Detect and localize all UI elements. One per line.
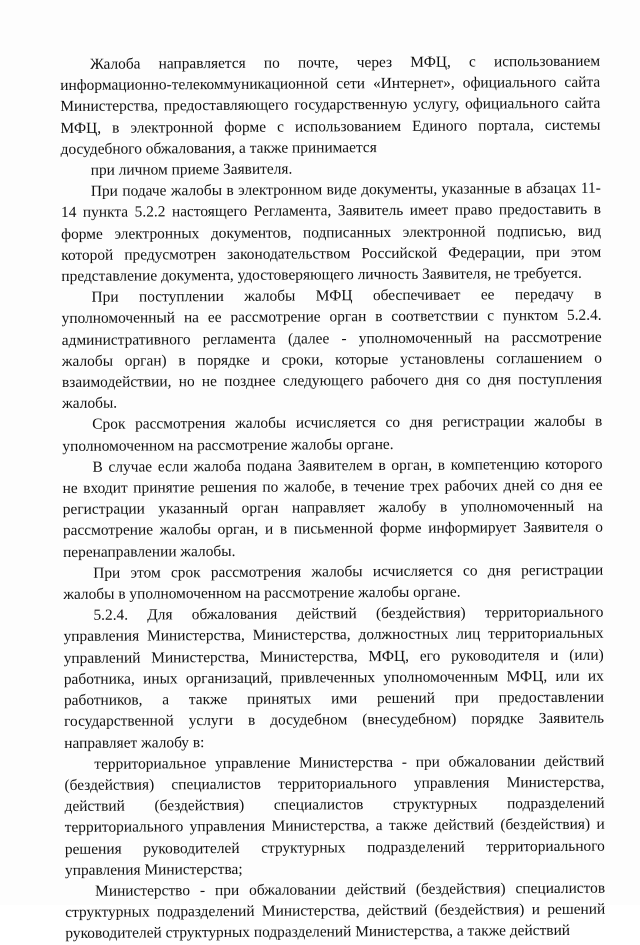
paragraph: Срок рассмотрения жалобы исчисляется со дня регистрации жалобы в уполномоченном на рассмотрение жалобы органе. (62, 413, 603, 455)
paragraph: 5.2.4. Для обжалования действий (бездействия) территориального управления Министерства, Министерства, должностных лиц территориальных управлений Министерства, Министерства, МФЦ, его руководителя и (или) работника, иных организаций, привлеченных уполномоченным МФЦ, или их работников, а также принятых ими решений при предоставлении государственной услуги в досудебном (внесудебном) порядке Заявитель направляет жалобу в: (63, 603, 605, 752)
paragraph: При поступлении жалобы МФЦ обеспечивает ее передачу в уполномоченный на ее рассмотрение орган в соответствии с пунктом 5.2.4. административного регламента (далее - уполномоченный на рассмотрение жалобы орган) в порядке и сроки, которые установлены соглашением о взаимодействии, но не позднее следующего рабочего дня со дня поступления жалобы. (61, 285, 603, 413)
paragraph: территориальное управление Министерства - при обжаловании действий (бездействия) специалистов территориального управления Министерства, действий (бездействия) специалистов структурных подразделений территориального управления Министерства, а также действий (бездействия) и решения руководителей структурных подразделений территориального управления Министерства; (64, 752, 605, 879)
document-body (60, 51, 605, 945)
paragraph: при личном приеме Заявителя. (90, 160, 293, 179)
paragraph: При подаче жалобы в электронном виде документы, указанные в абзацах 11-14 пункта 5.2.2 настоящего Регламента, Заявитель имеет право предоставить в форме электронных документов, подписанных электронной подписью, вид которой предусмотрен законодательством Российской Федерации, при этом представление документа, удостоверяющего личность Заявителя, не требуется. (60, 179, 602, 286)
paragraph: Министерство - при обжаловании действий (бездействия) специалистов структурных подразделений Министерства, действий (бездействия) и решений руководителей структурных подразделений Министерства, а также действий (65, 879, 606, 943)
paragraph: При этом срок рассмотрения жалобы исчисляется со дня регистрации жалобы в уполномоченном на рассмотрение жалобы органе. (63, 561, 604, 604)
paragraph: В случае если жалоба подана Заявителем в орган, в компетенцию которого не входит принятие решения по жалобе, в течение трех рабочих дней со дня ее регистрации указанный орган направляет жалобу в уполномоченный на рассмотрение жалобы орган, и в письменной форме информирует Заявителя о перенаправлении жалобы. (62, 455, 603, 561)
paragraph: Жалоба направляется по почте, через МФЦ, с использованием информационно-телекоммуникационной сети «Интернет», официального сайта Министерства, предоставляющего государственную услугу, официального сайта МФЦ, в электронной форме с использованием Единого портала, системы досудебного обжалования, а также принимается (60, 52, 601, 158)
